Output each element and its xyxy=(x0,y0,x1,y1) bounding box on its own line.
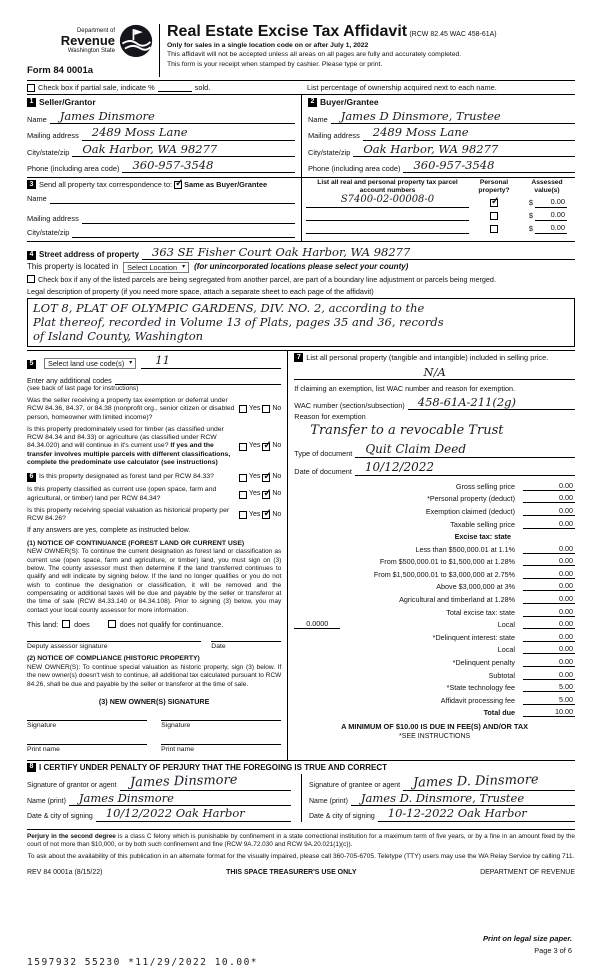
dollar-sign: $ xyxy=(528,198,533,208)
correspondence-label: Send all property tax correspondence to: xyxy=(39,180,173,190)
fee-value: 0.00 xyxy=(523,481,575,491)
fee-value: 0.00 xyxy=(523,493,575,503)
legal-description-field[interactable] xyxy=(27,298,575,347)
fee-value: 0.00 xyxy=(523,544,575,554)
grantor-signature-field[interactable] xyxy=(120,774,291,791)
parcel-row xyxy=(306,208,575,221)
street-address-label: Street address of property xyxy=(39,249,140,259)
if-yes-note: If any answers are yes, complete as instructed below. xyxy=(27,527,191,535)
grantor-signature-label: Signature of grantor or agent xyxy=(27,782,117,790)
fee-row-gross xyxy=(294,480,575,491)
fee-label: Local xyxy=(497,620,515,630)
current-use-no-checkbox[interactable] xyxy=(262,491,270,499)
does-not-label: does not qualify for continuance. xyxy=(119,619,224,629)
segregated-checkbox[interactable] xyxy=(27,275,35,283)
seller-grantor-section xyxy=(27,95,301,177)
section-2-number: 2 xyxy=(308,98,317,107)
wac-number-value: 458-61A-211(2g) xyxy=(417,395,517,409)
additional-codes-field[interactable] xyxy=(115,373,282,385)
personal-property-checkbox-3[interactable] xyxy=(490,225,498,233)
fee-label: *Delinquent interest: state xyxy=(432,632,515,642)
form-number: Form 84 0001a xyxy=(27,65,94,76)
deputy-assessor-signature-field[interactable]: Deputy assessor signature xyxy=(27,641,201,651)
fee-label: Total due xyxy=(483,708,515,718)
ownership-note: List percentage of ownership acquired next to each name. xyxy=(307,82,497,92)
land-use-code-select[interactable] xyxy=(44,358,136,369)
yes-label: Yes xyxy=(248,510,261,518)
does-not-checkbox[interactable] xyxy=(108,620,116,628)
parties-section xyxy=(27,94,575,177)
current-use-question: Is this property classified as current use (open space, farm and agricultural, or timber) land per RCW 84.34? xyxy=(27,486,217,502)
parcel-row xyxy=(306,195,575,208)
perjury-notice xyxy=(27,833,575,850)
section-6-number: 6 xyxy=(27,473,36,482)
assessed-value-2: 0.00 xyxy=(535,210,567,220)
chevron-down-icon: ▾ xyxy=(129,360,133,367)
reason-for-exemption-field[interactable] xyxy=(294,423,575,439)
personal-property-field[interactable] xyxy=(294,365,575,380)
agency-line-3: Washington State xyxy=(67,47,115,54)
additional-codes-note: (see back of last page for instructions) xyxy=(27,384,139,392)
land-use-code-field[interactable] xyxy=(141,353,281,368)
segregated-label: Check box if any of the listed parcels are being segregated from another parcel, are part of a boundary line adjustment or parcels being merged. xyxy=(38,274,496,284)
land-use-code-select-value: Select land use code(s) xyxy=(48,358,125,368)
partial-sale-percent-field[interactable] xyxy=(158,83,192,92)
buyer-phone-field[interactable] xyxy=(403,158,575,173)
no-label: No xyxy=(272,473,282,481)
assessed-value-3: 0.00 xyxy=(535,223,567,233)
correspondence-parcels-section xyxy=(27,177,575,240)
corr-mailing-field[interactable] xyxy=(82,212,295,224)
timber-yes-checkbox[interactable] xyxy=(239,443,247,451)
section-4-number: 4 xyxy=(27,251,36,260)
this-land-label: This land: xyxy=(27,619,59,629)
type-of-document-value: Quit Claim Deed xyxy=(365,441,467,456)
fee-row-processing-fee xyxy=(294,694,575,705)
sold-label: sold. xyxy=(194,82,211,92)
reason-for-exemption-label: Reason for exemption xyxy=(294,412,366,422)
forest-no-checkbox[interactable] xyxy=(262,474,270,482)
fee-value: 0.00 xyxy=(523,657,575,667)
fee-row-excise-header xyxy=(294,530,575,541)
legal-description-line-3: of Island County, Washington xyxy=(33,328,204,343)
personal-property-checkbox-1[interactable] xyxy=(490,199,498,207)
fee-value: 5.00 xyxy=(523,682,575,692)
forest-question-row xyxy=(27,473,236,482)
location-select-value: Select Location xyxy=(127,262,178,272)
historic-question: Is this property receiving special valuation as historical property per RCW 84.26? xyxy=(27,506,230,523)
timber-question xyxy=(27,426,236,467)
parcel-number-field[interactable] xyxy=(306,220,469,221)
grantor-print-name-label: Name (print) xyxy=(27,797,66,805)
page-number: Page 3 of 6 xyxy=(534,945,572,955)
notice-compliance-body: NEW OWNER(S): To continue special valuation as historic property, sign (3) below. If the new owner(s) doesn't wish to continue, all additional tax calculated pursuant to RCW 84.26, shall be due and payable by the seller or transferor at the time of sale. xyxy=(27,663,282,688)
correspondence-section xyxy=(27,178,301,240)
fee-value: 0.00 xyxy=(523,519,575,529)
fee-label: *Personal property (deduct) xyxy=(427,494,515,504)
chevron-down-icon: ▾ xyxy=(182,264,186,271)
topline xyxy=(27,80,575,94)
fee-value: 0.00 xyxy=(523,506,575,516)
grantor-date-field[interactable] xyxy=(96,806,291,821)
fee-value: 0.00 xyxy=(523,670,575,680)
exemption-note: If claiming an exemption, list WAC number and reason for exemption. xyxy=(294,384,515,393)
located-in-label: This property is located in xyxy=(27,262,119,272)
buyer-mailing-field[interactable] xyxy=(363,125,575,140)
grantee-signature-label: Signature of grantee or agent xyxy=(309,782,401,790)
form-footer xyxy=(27,829,575,878)
fee-label: *Delinquent penalty xyxy=(452,658,515,668)
fee-value: 10.00 xyxy=(523,707,575,717)
middle-columns xyxy=(27,350,575,759)
new-owner-signature-field-2[interactable]: Signature xyxy=(161,720,281,730)
parcel-col-numbers-header: List all real and personal property tax parcel account numbers xyxy=(317,179,458,194)
seller-name-field[interactable] xyxy=(50,109,295,124)
department-of-revenue-label: DEPARTMENT OF REVENUE xyxy=(480,869,575,877)
parcel-number-field[interactable] xyxy=(306,194,469,208)
section-5-number: 5 xyxy=(27,360,36,369)
fee-value: 0.00 xyxy=(523,581,575,591)
date-of-document-field[interactable] xyxy=(355,460,575,476)
fee-label: Affidavit processing fee xyxy=(440,695,515,705)
seller-mailing-value: 2489 Moss Lane xyxy=(91,125,188,140)
fee-row-delinquent-interest-local xyxy=(294,643,575,654)
land-use-column xyxy=(27,351,287,759)
partial-sale-checkbox[interactable] xyxy=(27,84,35,92)
section-1-number: 1 xyxy=(27,98,36,107)
cashier-stamp: 1597932 55230 *11/29/2022 10.00* xyxy=(27,957,259,969)
logo-block xyxy=(27,24,159,77)
section-8-number: 8 xyxy=(27,763,36,772)
assessed-value-1: 0.00 xyxy=(535,197,567,207)
grantee-signature-field[interactable] xyxy=(403,774,575,791)
new-owner-print-name-field-1[interactable]: Print name xyxy=(27,744,147,754)
fee-label: Above $3,000,000 at 3% xyxy=(436,582,515,592)
buyer-title: Buyer/Grantee xyxy=(320,97,379,108)
date-of-document-value: 10/12/2022 xyxy=(364,459,435,474)
fee-row-technology-fee xyxy=(294,681,575,692)
current-use-yes-checkbox[interactable] xyxy=(239,491,247,499)
fee-row-delinquent-penalty xyxy=(294,656,575,667)
historic-yes-checkbox[interactable] xyxy=(239,511,247,519)
fee-row-tier-1 xyxy=(294,543,575,554)
forest-question: Is this property designated as forest land per RCW 84.33? xyxy=(39,473,214,481)
timber-question-text: Is this property predominately used for timber (as classified under RCW 84.34 and 84.33) or agriculture (as classified under RCW 84.34.020) and will continue in it's current use? xyxy=(27,425,224,450)
additional-codes-label: Enter any additional codes xyxy=(27,375,112,385)
seller-phone-field[interactable] xyxy=(122,158,295,173)
grantor-print-name-value: James Dinsmore xyxy=(78,791,174,806)
fee-label: Agricultural and timberland at 1.28% xyxy=(399,595,515,605)
parcel-number-field[interactable] xyxy=(306,233,469,234)
local-rate-value: 0.0000 xyxy=(294,619,340,629)
yes-label: Yes xyxy=(248,405,261,413)
deferral-no-checkbox[interactable] xyxy=(262,405,270,413)
buyer-grantee-section xyxy=(301,95,575,177)
fee-value: 0.00 xyxy=(523,632,575,642)
property-location-section xyxy=(27,241,575,351)
seller-mailing-field[interactable] xyxy=(82,125,295,140)
seller-mailing-label: Mailing address xyxy=(27,131,79,141)
dollar-sign: $ xyxy=(528,224,533,234)
perjury-notice-rest: is a class C felony which is punishable by confinement in a state correctional institution for a maximum term of five years, or by a fine in an amount fixed by the court of not more than $10,000, or by both such confinement and fine (RCW 9A.72.030 and RCW 9A.20.021(1)(c)). xyxy=(27,832,575,849)
personal-property-checkbox-2[interactable] xyxy=(490,212,498,220)
grantor-signature-value: James Dinsmore xyxy=(129,772,238,791)
title-block xyxy=(159,24,575,77)
same-as-buyer-checkbox[interactable] xyxy=(174,181,182,189)
yes-label: Yes xyxy=(248,490,261,498)
seller-title: Seller/Grantor xyxy=(39,97,96,108)
form-header xyxy=(27,24,575,80)
wac-number-field[interactable] xyxy=(408,395,575,410)
fee-row-tier-2 xyxy=(294,555,575,566)
fee-row-local-rate xyxy=(294,618,575,629)
buyer-name-label: Name xyxy=(308,114,328,124)
rcw-reference: (RCW 82.45 WAC 458-61A) xyxy=(409,31,497,38)
deferral-question: Was the seller receiving a property tax exemption or deferral under RCW 84.36, 84.37, or 84.38 (nonprofit org., senior citizen or disabled person, homeowner with limited income)? xyxy=(27,396,235,421)
no-label: No xyxy=(272,510,282,518)
no-label: No xyxy=(272,490,282,498)
fee-row-taxable xyxy=(294,518,575,529)
legal-description-line-1: LOT 8, PLAT OF OLYMPIC GARDENS, DIV. NO. 2, according to the xyxy=(33,300,425,315)
header-note-1: Only for sales in a single location code on or after July 1, 2022 xyxy=(167,41,369,49)
seller-phone-label: Phone (including area code) xyxy=(27,164,120,173)
notice-continuance-body: NEW OWNER(S): To continue the current designation as forest land or classification as current use (open space, farm and agriculture, or timber) land, you must sign on (3) below. The county assessor must then determine if the land transferred continues to qualify and will indicate by signing below. If the land no longer qualifies or you do not wish to continue the designation or classification, it will be removed and the compensating or additional taxes will be due and payable by the seller or transferor at the time of sale (RCW 84.33.140 or 84.34.108). Prior to signing (3) below, you may contact your local county assessor for more information. xyxy=(27,548,282,614)
buyer-mailing-value: 2489 Moss Lane xyxy=(372,125,469,140)
fee-row-agricultural xyxy=(294,593,575,604)
fee-value: 0.00 xyxy=(523,607,575,617)
personal-property-value: N/A xyxy=(423,364,446,379)
fee-label: Excise tax: state xyxy=(454,532,511,542)
partial-sale-label: Check box if partial sale, indicate % xyxy=(38,82,155,92)
section-7-number: 7 xyxy=(294,353,303,362)
section-3-number: 3 xyxy=(27,180,36,189)
street-address-value: 363 SE Fisher Court Oak Harbor, WA 98277 xyxy=(152,244,411,259)
see-instructions-note: *SEE INSTRUCTIONS xyxy=(399,732,471,740)
buyer-city-field[interactable] xyxy=(353,142,575,157)
deferral-yes-checkbox[interactable] xyxy=(239,405,247,413)
minimum-due-note: A MINIMUM OF $10.00 IS DUE IN FEE(S) AND/OR TAX xyxy=(341,722,529,732)
dollar-sign: $ xyxy=(528,211,533,221)
corr-name-field[interactable] xyxy=(50,192,295,204)
notice-compliance-title: (2) NOTICE OF COMPLIANCE (HISTORIC PROPERTY) xyxy=(27,655,200,663)
new-owner-signature-field-1[interactable]: Signature xyxy=(27,720,147,730)
does-checkbox[interactable] xyxy=(62,620,70,628)
corr-city-label: City/state/zip xyxy=(27,228,70,238)
deputy-date-field[interactable]: Date xyxy=(211,641,281,651)
parcel-row xyxy=(306,221,575,234)
corr-mailing-label: Mailing address xyxy=(27,214,79,224)
buyer-name-field[interactable] xyxy=(331,109,575,124)
grantee-print-name-label: Name (print) xyxy=(309,797,348,805)
header-note-2: This affidavit will not be accepted unless all areas on all pages are fully and accurately completed. xyxy=(167,51,462,59)
buyer-city-label: City/state/zip xyxy=(308,147,351,157)
corr-city-field[interactable] xyxy=(72,226,295,238)
grantee-date-field[interactable] xyxy=(378,806,575,821)
location-select[interactable] xyxy=(123,262,189,273)
does-label: does xyxy=(74,619,90,629)
type-of-document-label: Type of document xyxy=(294,448,353,458)
fee-label: Subtotal xyxy=(488,670,515,680)
certification-section xyxy=(27,760,575,826)
seller-name-value: James Dinsmore xyxy=(59,108,155,123)
fee-table xyxy=(294,480,575,718)
parcel-col-assessed-header: Assessed value(s) xyxy=(531,179,563,194)
fee-label: Exemption claimed (deduct) xyxy=(425,506,515,516)
fee-label: From $1,500,000.01 to $3,000,000 at 2.75% xyxy=(373,569,515,579)
grantor-print-name-field[interactable] xyxy=(69,791,291,806)
buyer-phone-value: 360-957-3548 xyxy=(413,157,495,172)
fee-row-exemption-deduct xyxy=(294,505,575,516)
fee-row-subtotal xyxy=(294,669,575,680)
grantee-date-value: 10-12-2022 Oak Harbor xyxy=(387,806,527,821)
legal-description-label: Legal description of property (if you need more space, attach a separate sheet to each page of the affidavit) xyxy=(27,286,374,296)
parcel-col-personal-header: Personal property? xyxy=(478,179,510,194)
certification-heading: I CERTIFY UNDER PENALTY OF PERJURY THAT THE FOREGOING IS TRUE AND CORRECT xyxy=(39,762,388,772)
corr-name-label: Name xyxy=(27,194,47,204)
grantee-signature-value: James D. Dinsmore xyxy=(412,772,539,791)
agency-line-1: Department of xyxy=(76,27,115,34)
personal-property-column xyxy=(287,351,575,759)
buyer-name-value: James D Dinsmore, Trustee xyxy=(340,108,501,123)
no-label: No xyxy=(272,405,282,413)
treasurer-use-label: THIS SPACE TREASURER'S USE ONLY xyxy=(226,869,357,877)
reason-for-exemption-value: Transfer to a revocable Trust xyxy=(310,423,504,439)
new-owner-signature-title: (3) NEW OWNER(S) SIGNATURE xyxy=(98,696,210,706)
seller-name-label: Name xyxy=(27,114,47,124)
fee-value: 0.00 xyxy=(523,619,575,629)
fee-label: Gross selling price xyxy=(455,481,515,491)
timber-no-checkbox[interactable] xyxy=(262,443,270,451)
fee-label: Local xyxy=(497,645,515,655)
rev-number: REV 84 0001a (8/15/22) xyxy=(27,869,103,877)
notice-continuance-title: (1) NOTICE OF CONTINUANCE (FOREST LAND OR CURRENT USE) xyxy=(27,539,245,547)
fee-row-personal-deduct xyxy=(294,492,575,503)
fee-label: Taxable selling price xyxy=(450,519,515,529)
fee-row-total-state xyxy=(294,606,575,617)
fee-value: 5.00 xyxy=(523,695,575,705)
buyer-city-value: Oak Harbor, WA 98277 xyxy=(363,141,499,156)
fee-row-delinquent-interest-state xyxy=(294,631,575,642)
fee-row-tier-3 xyxy=(294,568,575,579)
street-address-field[interactable] xyxy=(142,245,575,260)
fee-label: Total excise tax: state xyxy=(446,607,515,617)
parcel-number-value: S7400-02-00008-0 xyxy=(340,194,435,206)
seller-city-field[interactable] xyxy=(72,142,295,157)
same-as-buyer-label: Same as Buyer/Grantee xyxy=(184,180,268,190)
buyer-mailing-label: Mailing address xyxy=(308,131,360,141)
located-note: (for unincorporated locations please select your county) xyxy=(194,262,409,272)
fee-label: *State technology fee xyxy=(446,683,515,693)
fee-row-tier-4 xyxy=(294,580,575,591)
parcel-table xyxy=(301,178,575,240)
dor-logo-icon xyxy=(119,24,153,58)
legal-description-line-2: Plat thereof, recorded in Volume 13 of Plats, pages 35 and 36, records xyxy=(33,314,444,329)
fee-label: Less than $500,000.01 at 1.1% xyxy=(415,544,515,554)
no-label: No xyxy=(272,442,282,450)
type-of-document-field[interactable] xyxy=(355,442,575,458)
grantee-certification xyxy=(301,774,575,822)
buyer-phone-label: Phone (including area code) xyxy=(308,164,401,173)
date-of-document-label: Date of document xyxy=(294,466,352,476)
timber-question-bold: If yes and the transfer involves multiple parcels with different classifications, complete the predominate use calculator (see instructions) xyxy=(27,442,231,466)
yes-label: Yes xyxy=(248,442,261,450)
grantee-print-name-field[interactable] xyxy=(351,791,575,806)
legal-size-note: Print on legal size paper. xyxy=(482,933,572,943)
seller-phone-value: 360-957-3548 xyxy=(132,157,214,172)
historic-no-checkbox[interactable] xyxy=(262,511,270,519)
grantor-date-label: Date & city of signing xyxy=(27,813,93,821)
seller-city-value: Oak Harbor, WA 98277 xyxy=(82,141,218,156)
grantor-certification xyxy=(27,774,301,822)
grantor-date-value: 10/12/2022 Oak Harbor xyxy=(105,806,245,821)
alternate-format-note: To ask about the availability of this publication in an alternate format for the visually impaired, please call 360-705-6705. Teletype (TTY) users may use the WA Relay Service by calling 711. xyxy=(27,852,575,860)
fee-value: 0.00 xyxy=(523,644,575,654)
perjury-notice-lead: Perjury in the second degree xyxy=(27,832,116,840)
forest-yes-checkbox[interactable] xyxy=(239,474,247,482)
fee-value: 0.00 xyxy=(523,594,575,604)
grantee-print-name-value: James D. Dinsmore, Trustee xyxy=(360,791,525,806)
header-note-3: This form is your receipt when stamped by cashier. Please type or print. xyxy=(167,60,383,68)
fee-label: From $500,000.01 to $1,500,000 at 1.28% xyxy=(379,557,515,567)
personal-property-label: List all personal property (tangible and intangible) included in selling price. xyxy=(306,353,549,363)
agency-name xyxy=(61,28,115,54)
seller-city-label: City/state/zip xyxy=(27,147,70,157)
new-owner-print-name-field-2[interactable]: Print name xyxy=(161,744,281,754)
agency-line-2: Revenue xyxy=(60,33,115,49)
wac-number-label: WAC number (section/subsection) xyxy=(294,401,405,411)
fee-value: 0.00 xyxy=(523,569,575,579)
grantee-date-label: Date & city of signing xyxy=(309,813,375,821)
fee-value: 0.00 xyxy=(523,556,575,566)
land-use-code-value: 11 xyxy=(155,353,170,368)
form-title: Real Estate Excise Tax Affidavit xyxy=(167,23,408,40)
fee-row-total-due xyxy=(294,706,575,717)
yes-label: Yes xyxy=(248,473,261,481)
